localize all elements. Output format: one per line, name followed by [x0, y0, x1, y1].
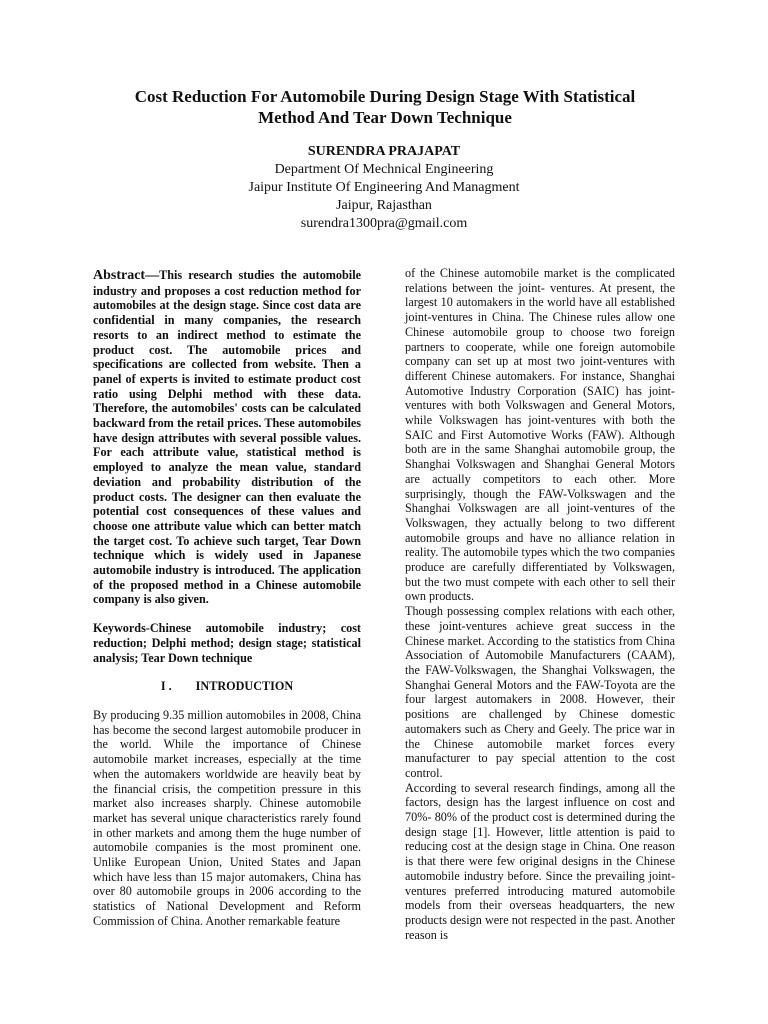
abstract: [93, 268, 361, 607]
abstract-text: This research studies the automobile industry and proposes a cost reduction method for automobiles at the design stage. Since cost data are confidential in many companies, the research resorts to an indirect method to estimate the product cost. The automobile prices and specifications are collected from website. Then a panel of experts is invited to estimate product cost ratio using Delphi method with these data. Therefore, the automobiles' costs can be calculated backward from the retail prices. These automobiles have design attributes with several possible values. For each attribute value, statistical method is employed to analyze the mean value, standard deviation and probability distribution of the product costs. The designer can then evaluate the potential cost consequences of these values and choose one attribute value which can better match the target cost. To achieve such target, Tear Down technique which is widely used in Japanese automobile industry is introduced. The application of the proposed method in a Chinese automobile company is also given.: [93, 268, 361, 607]
intro-paragraph-4: According to several research findings, among all the factors, design has the largest influence on cost and 70%- 80% of the product cost is determined during the design stage [1]. However, little attention is paid to reducing cost at the design stage in China. One reason is that there were few original designs in the Chinese automobile industry before. Since the prevailing joint-ventures preferred introducing matured automobile models from their overseas headquarters, the new products design were not respected in the past. Another reason is: [405, 780, 675, 942]
title-line-1: Cost Reduction For Automobile During Design Stage With Statistical: [134, 87, 636, 106]
section-number: I .: [160, 679, 172, 694]
author-department: Department Of Mechnical Engineering: [274, 162, 494, 177]
keywords: Keywords-Chinese automobile industry; cost reduction; Delphi method; design stage; statistical analysis; Tear Down technique: [93, 621, 361, 665]
author-name: SURENDRA PRAJAPAT: [307, 144, 461, 159]
title-line-2: Method And Tear Down Technique: [258, 108, 512, 127]
right-column: [405, 266, 675, 942]
paper-title: [100, 86, 670, 128]
author-institute: Jaipur Institute Of Engineering And Managment: [248, 180, 520, 195]
author-location: Jaipur, Rajasthan: [336, 198, 432, 213]
intro-paragraph-1: By producing 9.35 million automobiles in 2008, China has become the second largest automobile producer in the world. While the importance of Chinese automobile market increases, especially at the time when the automakers worldwide are heavily beat by the financial crisis, the competition pressure in this market also increases sharply. Chinese automobile market has several unique characteristics rarely found in other markets and among them the huge number of automobile companies is the most prominent one. Unlike European Union, United States and Japan which have less than 15 major automakers, China has over 80 automobile groups in 2006 according to the statistics of National Development and Reform Commission of China. Another remarkable feature: [93, 707, 361, 928]
intro-paragraph-3: Though possessing complex relations with each other, these joint-ventures achieve great success in the Chinese market. According to the statistics from China Association of Automobile Manufacturers (CAAM), the FAW-Volkswagen, the Shanghai Volkswagen, the Shanghai General Motors and the FAW-Toyota are the four largest automakers in 2008. However, their positions are challenged by Chinese domestic automakers such as Chery and Geely. The price war in the Chinese automobile market forces every manufacturer to pay special attention to the cost control.: [405, 604, 675, 780]
section-heading-introduction: [93, 679, 361, 694]
author-email: surendra1300pra@gmail.com: [300, 216, 468, 231]
author-block: [150, 143, 618, 233]
left-column: [93, 268, 361, 929]
abstract-label: Abstract—: [93, 268, 160, 283]
intro-paragraph-2: of the Chinese automobile market is the complicated relations between the joint- ventures. At present, the largest 10 automakers in the world have all established joint-ventures in China. The Chinese rules allow one Chinese automobile group to choose two foreign partners to cooperate, while one foreign automobile company can set up at most two joint-ventures with different Chinese automakers. For instance, Shanghai Automotive Industry Corporation (SAIC) has joint-ventures with both Volkswagen and General Motors, while Volkswagen has joint-ventures with both the SAIC and First Automotive Works (FAW). Although both are in the same Shanghai automobile group, the Shanghai Volkswagen and Shanghai General Motors are actually competitors to each other. More surprisingly, though the FAW-Volkswagen and the Shanghai Volkswagen are all joint-ventures of the Volkswagen, they actually belong to two different automobile groups and have no alliance relation in reality. The automobile types which the two companies produce are carefully differentiated by Volkswagen, but the two must compete with each other to sell their own products.: [405, 266, 675, 604]
section-title: INTRODUCTION: [195, 679, 294, 694]
